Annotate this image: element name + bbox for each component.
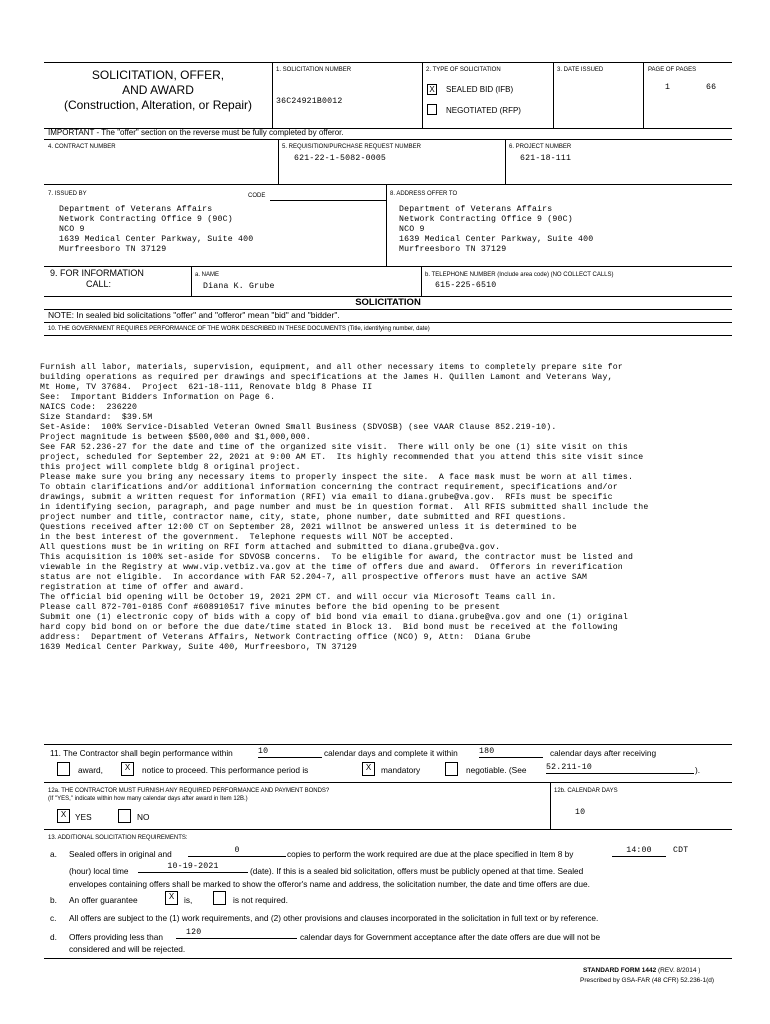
solicitation-number-label: 1. SOLICITATION NUMBER bbox=[276, 67, 352, 73]
issued-by-label: 7. ISSUED BY bbox=[48, 191, 87, 197]
solicitation-heading: SOLICITATION bbox=[355, 297, 421, 308]
guarantee-is-not-label: is not required. bbox=[233, 895, 288, 905]
body-line: See: Important Bidders Information on Page 6. bbox=[40, 393, 276, 402]
copies-count[interactable]: 0 bbox=[188, 846, 286, 857]
page-of-pages-label: PAGE OF PAGES bbox=[648, 67, 697, 73]
address-line: Murfreesboro TN 37129 bbox=[399, 245, 507, 254]
item-13b-text: An offer guarantee bbox=[69, 895, 138, 905]
award-checkbox[interactable] bbox=[57, 762, 70, 776]
issued-by-line: NCO 9 bbox=[59, 225, 85, 234]
body-line: See FAR 52.236-27 for the date and time of the organized site visit. There will only be one (1) site visit on this bbox=[40, 443, 629, 452]
form-name: STANDARD FORM 1442 bbox=[583, 967, 657, 974]
body-line: To obtain clarifications and/or additional information concerning the contract requirement, specifications and/or bbox=[40, 483, 618, 492]
item-11-text-3: calendar days after receiving bbox=[550, 748, 657, 758]
project-number-label: 6. PROJECT NUMBER bbox=[509, 144, 572, 150]
contract-number-label: 4. CONTRACT NUMBER bbox=[48, 144, 116, 150]
body-line: Please call 872-701-0185 Conf #608910517 five minutes before the bid opening to be present bbox=[40, 603, 501, 612]
information-call-label bbox=[50, 268, 144, 290]
item-13a-text-5: envelopes containing offers shall be marked to show the offeror's name and address, the solicitation number, the date and time offers are due. bbox=[69, 879, 590, 889]
body-line: NAICS Code: 236220 bbox=[40, 403, 138, 412]
information-call-line-1: 9. FOR INFORMATION bbox=[50, 268, 144, 278]
project-number[interactable]: 621-18-111 bbox=[520, 154, 572, 163]
issued-by-line: Department of Veterans Affairs bbox=[59, 205, 213, 214]
sealed-bid-checkbox[interactable]: X bbox=[427, 84, 437, 95]
body-line: in the best interest of the government. Telephone requests will NOT be accepted. bbox=[40, 533, 455, 542]
solicitation-type-label: 2. TYPE OF SOLICITATION bbox=[426, 67, 501, 73]
issued-by-line: Network Contracting Office 9 (90C) bbox=[59, 215, 233, 224]
contact-name[interactable]: Diana K. Grube bbox=[203, 282, 275, 291]
see-reference[interactable]: 52.211-10 bbox=[546, 763, 694, 774]
contact-name-label: a. NAME bbox=[195, 272, 220, 278]
item-11-text-2: calendar days and complete it within bbox=[324, 748, 458, 758]
form-title-line-1: SOLICITATION, OFFER, bbox=[91, 68, 225, 82]
bonds-no-checkbox[interactable] bbox=[118, 809, 131, 823]
bid-note: NOTE: In sealed bid solicitations "offer" and "offeror" mean "bid" and "bidder". bbox=[48, 310, 340, 320]
item-13d-text-3: considered and will be rejected. bbox=[69, 944, 186, 954]
body-line: building operations as required per drawings and specifications at the James H. Quillen Lamont and Veterans Way, bbox=[40, 373, 613, 382]
calendar-days-value[interactable]: 10 bbox=[575, 808, 586, 817]
mandatory-checkbox[interactable]: X bbox=[362, 762, 375, 776]
important-note: IMPORTANT - The "offer" section on the reverse must be fully completed by offeror. bbox=[48, 128, 344, 137]
award-label: award, bbox=[78, 765, 103, 775]
body-line: hard copy bid bond on or before the due date/time stated in Block 13. Bid bond must be received at the following bbox=[40, 623, 618, 632]
body-line: in identifying secion, paragraph, and page number and must be in question format. All RFIS submitted shall include the bbox=[40, 503, 649, 512]
form-title-line-3: (Construction, Alteration, or Repair) bbox=[63, 98, 253, 112]
notice-to-proceed-checkbox[interactable]: X bbox=[121, 762, 134, 776]
notice-to-proceed-label: notice to proceed. This performance period is bbox=[142, 765, 309, 775]
negotiated-checkbox[interactable] bbox=[427, 104, 437, 115]
item-13a-text-2: copies to perform the work required are due at the place specified in Item 8 by bbox=[287, 849, 574, 859]
guarantee-is-not-checkbox[interactable] bbox=[213, 891, 226, 905]
address-line: 1639 Medical Center Parkway, Suite 400 bbox=[399, 235, 594, 244]
body-line: Submit one (1) electronic copy of bids with a copy of bid bond via email to diana.grube@va.gov and one (1) original bbox=[40, 613, 629, 622]
address-offer-to bbox=[399, 205, 593, 255]
body-line: viewable in the Registry at www.vip.vetbiz.va.gov at the time of offers due and award. Offerors in reverification bbox=[40, 563, 623, 572]
body-line: This acquisition is 100% set-aside for SDVOSB concerns. To be eligible for award, the contractor must be listed and bbox=[40, 553, 634, 562]
address-offer-to-label: 8. ADDRESS OFFER TO bbox=[390, 191, 458, 197]
start-days[interactable]: 10 bbox=[258, 747, 322, 758]
additional-requirements-label: 13. ADDITIONAL SOLICITATION REQUIREMENTS: bbox=[48, 835, 188, 841]
item-13b-prefix: b. bbox=[50, 895, 57, 905]
date-issued-label: 3. DATE ISSUED bbox=[557, 67, 604, 73]
body-line: The official bid opening will be October 19, 2021 2PM CT. and will occur via Microsoft Teams call in. bbox=[40, 593, 557, 602]
solicitation-number[interactable]: 36C24921B0012 bbox=[276, 97, 343, 106]
completion-days[interactable]: 180 bbox=[479, 747, 543, 758]
guarantee-is-label: is, bbox=[184, 895, 193, 905]
body-line: Size Standard: $39.5M bbox=[40, 413, 153, 422]
item-11-close: ). bbox=[695, 765, 701, 775]
requisition-number[interactable]: 621-22-1-5082-0005 bbox=[294, 154, 387, 163]
negotiated-label: NEGOTIATED (RFP) bbox=[446, 106, 521, 115]
item-13a-prefix: a. bbox=[50, 849, 57, 859]
due-time[interactable]: 14:00 bbox=[612, 846, 666, 857]
form-identifier bbox=[583, 967, 700, 974]
mandatory-label: mandatory bbox=[381, 765, 421, 775]
body-line: Set-Aside: 100% Service-Disabled Veteran Owned Small Business (SDVOSB) (see VAAR Clause 852.219-10). bbox=[40, 423, 557, 432]
address-line: Department of Veterans Affairs bbox=[399, 205, 553, 214]
bonds-yes-label: YES bbox=[75, 812, 92, 822]
bonds-no-label: NO bbox=[137, 812, 150, 822]
body-line: address: Department of Veterans Affairs, Network Contracting office (NCO) 9, Attn: Diana Grube bbox=[40, 633, 531, 642]
body-line: this project will complete bldg 8 original project. bbox=[40, 463, 301, 472]
body-line: Furnish all labor, materials, supervision, equipment, and all other necessary items to completely prepare site for bbox=[40, 363, 623, 372]
body-line: project, scheduled for September 22, 2021 at 9:00 AM ET. Its highly recommended that you attend this site visit since bbox=[40, 453, 644, 462]
due-date[interactable]: 10-19-2021 bbox=[138, 862, 248, 873]
issued-by-line: 1639 Medical Center Parkway, Suite 400 bbox=[59, 235, 254, 244]
requisition-number-label: 5. REQUISITION/PURCHASE REQUEST NUMBER bbox=[282, 144, 421, 150]
form-title-line-2: AND AWARD bbox=[122, 83, 194, 97]
time-zone: CDT bbox=[673, 846, 689, 855]
body-line: Mt Home, TV 37684. Project 621-18-111, Renovate bldg 8 Phase II bbox=[40, 383, 373, 392]
item-13a-text-3: (hour) local time bbox=[69, 866, 129, 876]
information-call-line-2: CALL: bbox=[86, 279, 112, 289]
issued-by-address bbox=[59, 205, 253, 255]
body-line: 1639 Medical Center Parkway, Suite 400, Murfreesboro, TN 37129 bbox=[40, 643, 358, 652]
item-13c-text: All offers are subject to the (1) work requirements, and (2) other provisions and clauses incorporated in the solicitation in full text or by reference. bbox=[69, 913, 599, 923]
sealed-bid-label: SEALED BID (IFB) bbox=[446, 85, 514, 94]
body-line: Please make sure you bring any necessary items to properly inspect the site. A face mask must be worn at all times. bbox=[40, 473, 634, 482]
prescribed-by: Prescribed by GSA-FAR (48 CFR) 52.236-1(d) bbox=[580, 977, 715, 984]
item-13d-text-1: Offers providing less than bbox=[69, 932, 163, 942]
bonds-sublabel: (If "YES," indicate within how many calendar days after award in Item 12B.) bbox=[48, 796, 248, 802]
telephone-label: b. TELEPHONE NUMBER (Include area code) (NO COLLECT CALLS) bbox=[425, 272, 614, 278]
item-13d-prefix: d. bbox=[50, 932, 57, 942]
negotiable-label: negotiable. (See bbox=[466, 765, 527, 775]
code-label: CODE bbox=[248, 193, 266, 199]
bonds-yes-checkbox[interactable]: X bbox=[57, 809, 70, 823]
body-line: Questions received after 12:00 CT on September 28, 2021 willnot be answered unless it is determined to be bbox=[40, 523, 577, 532]
telephone-number[interactable]: 615-225-6510 bbox=[435, 281, 497, 290]
item-13a-text-4: (date). If this is a sealed bid solicitation, offers must be publicly opened at that time. Sealed bbox=[250, 866, 584, 876]
page-number: 1 bbox=[665, 83, 671, 92]
bonds-label: 12a. THE CONTRACTOR MUST FURNISH ANY REQUIRED PERFORMANCE AND PAYMENT BONDS? bbox=[48, 788, 330, 794]
body-line: All questions must be in writing on RFI form attached and submitted to diana.grube@va.gov. bbox=[40, 543, 501, 552]
item-13a-text-1: Sealed offers in original and bbox=[69, 849, 172, 859]
acceptance-days[interactable]: 120 bbox=[176, 928, 297, 939]
body-line: Project magnitude is between $500,000 and $1,000,000. bbox=[40, 433, 312, 442]
item-13c-prefix: c. bbox=[50, 913, 57, 923]
form-revision: (REV. 8/2014 ) bbox=[658, 967, 701, 974]
body-line: status are not eligible. In accordance with FAR 52.204-7, all prospective offerors must have an active SAM bbox=[40, 573, 588, 582]
body-line: registration at time of offer and award. bbox=[40, 583, 245, 592]
form-title bbox=[44, 68, 272, 113]
calendar-days-label: 12b. CALENDAR DAYS bbox=[554, 788, 618, 794]
negotiable-checkbox[interactable] bbox=[445, 762, 458, 776]
total-pages: 66 bbox=[706, 83, 717, 92]
item-11-text-1: 11. The Contractor shall begin performance within bbox=[50, 748, 233, 758]
guarantee-is-checkbox[interactable]: X bbox=[165, 891, 178, 905]
address-line: NCO 9 bbox=[399, 225, 425, 234]
work-description bbox=[40, 363, 648, 653]
address-line: Network Contracting Office 9 (90C) bbox=[399, 215, 573, 224]
work-description-label: 10. THE GOVERNMENT REQUIRES PERFORMANCE OF THE WORK DESCRIBED IN THESE DOCUMENTS (Title, identifying number, date) bbox=[48, 326, 430, 332]
item-13d-text-2: calendar days for Government acceptance after the date offers are due will not be bbox=[300, 932, 601, 942]
issued-by-line: Murfreesboro TN 37129 bbox=[59, 245, 167, 254]
body-line: project number and title, contractor name, city, state, phone number, date submitted and RFI questions. bbox=[40, 513, 567, 522]
body-line: drawings, submit a written request for information (RFI) via email to diana.grube@va.gov. RFIs must be specific bbox=[40, 493, 613, 502]
